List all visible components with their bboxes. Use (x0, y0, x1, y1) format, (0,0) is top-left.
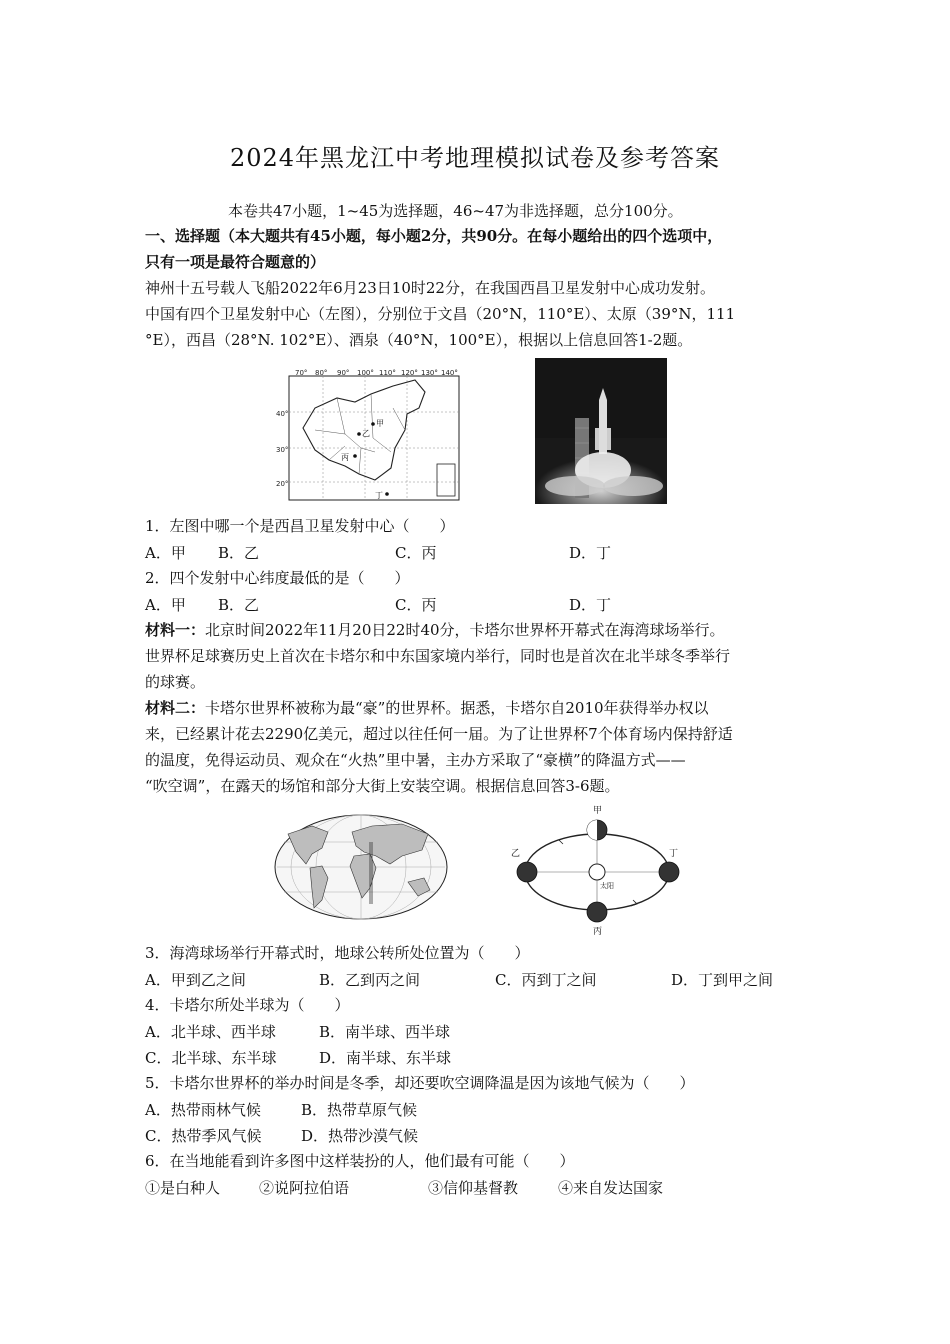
map-marker-ding: 丁 (375, 491, 383, 500)
q4-option-b[interactable]: B．南半球、西半球 (319, 1023, 451, 1041)
q2-stem: 2．四个发射中心纬度最低的是（ ） (145, 569, 410, 587)
q4-option-a[interactable]: A．北半球、西半球 (145, 1023, 276, 1041)
orbit-label-bing: 丙 (593, 927, 603, 937)
material2-line2: 来，已经累计花去2290亿美元，超过以往任何一届。为了让世界杯7个体育场内保持舒适 (145, 725, 733, 743)
q5-stem: 5．卡塔尔世界杯的举办时间是冬季，却还要吹空调降温是因为该地气候为（ ） (145, 1074, 695, 1092)
q2-option-b[interactable]: B．乙 (218, 596, 260, 614)
q3-option-a[interactable]: A．甲到乙之间 (145, 971, 246, 989)
map-lon-label: 90° (337, 369, 350, 377)
q2-option-c[interactable]: C．丙 (395, 596, 437, 614)
material2-line3: 的温度，免得运动员、观众在“火热”里中暑，主办方采取了“豪横”的降温方式—— (145, 751, 686, 769)
map-lon-label: 110° (379, 369, 396, 377)
q1-option-a[interactable]: A．甲 (145, 544, 186, 562)
q3-option-c[interactable]: C．丙到丁之间 (495, 971, 597, 989)
q5-option-a[interactable]: A．热带雨林气候 (145, 1101, 261, 1119)
page-title: 2024年黑龙江中考地理模拟试卷及参考答案 (229, 144, 721, 172)
world-map (272, 812, 450, 922)
q1-option-b[interactable]: B．乙 (218, 544, 260, 562)
material1-text1: 北京时间2022年11月20日22时40分，卡塔尔世界杯开幕式在海湾球场举行。 (205, 621, 725, 639)
q6-option-3[interactable]: ③信仰基督教 (428, 1179, 519, 1197)
map-lat-label: 30° (276, 446, 289, 454)
map-lon-label: 140° (441, 369, 458, 377)
q4-option-d[interactable]: D．南半球、东半球 (319, 1049, 452, 1067)
orbit-label-jia: 甲 (593, 806, 603, 816)
material1-line1 (145, 617, 815, 643)
material1-line3: 的球赛。 (145, 673, 206, 691)
map-lon-label: 70° (295, 369, 308, 377)
q1-stem: 1．左图中哪一个是西昌卫星发射中心（ ） (145, 517, 455, 535)
q5-option-b[interactable]: B．热带草原气候 (301, 1101, 418, 1119)
section-heading-line2: 只有一项是最符合题意的） (145, 253, 326, 271)
q6-option-4[interactable]: ④来自发达国家 (558, 1179, 664, 1197)
orbit-label-ding: 丁 (669, 849, 679, 859)
q4-stem: 4．卡塔尔所处半球为（ ） (145, 996, 350, 1014)
q5-option-d[interactable]: D．热带沙漠气候 (301, 1127, 419, 1145)
map-lat-label: 40° (276, 410, 289, 418)
orbit-label-yi: 乙 (511, 849, 521, 859)
q6-option-1[interactable]: ①是白种人 (145, 1179, 221, 1197)
map-lon-label: 100° (357, 369, 374, 377)
q6-option-2[interactable]: ②说阿拉伯语 (259, 1179, 350, 1197)
map-lon-label: 120° (401, 369, 418, 377)
map-lon-label: 130° (421, 369, 438, 377)
q3-option-d[interactable]: D．丁到甲之间 (671, 971, 774, 989)
earth-orbit-diagram (505, 800, 685, 938)
material1-label: 材料一： (145, 621, 206, 639)
china-launch-center-map (275, 368, 465, 506)
map-marker-yi: 乙 (362, 429, 370, 438)
material2-line4: “吹空调”，在露天的场馆和部分大街上安装空调。根据信息回答3-6题。 (145, 777, 620, 795)
map-lon-label: 80° (315, 369, 328, 377)
sun-label: 太阳 (600, 882, 614, 890)
passage1-line3: °E），西昌（28°N. 102°E）、酒泉（40°N，100°E），根据以上信息回答1-2题。 (145, 331, 693, 349)
material2-text1: 卡塔尔世界杯被称为最“豪”的世界杯。据悉，卡塔尔自2010年获得举办权以 (205, 699, 709, 717)
q5-option-c[interactable]: C．热带季风气候 (145, 1127, 262, 1145)
q3-stem: 3．海湾球场举行开幕式时，地球公转所处位置为（ ） (145, 944, 530, 962)
passage1-line1: 神州十五号载人飞船2022年6月23日10时22分，在我国西昌卫星发射中心成功发射。 (145, 279, 715, 297)
q3-option-b[interactable]: B．乙到丙之间 (319, 971, 421, 989)
q2-option-d[interactable]: D．丁 (569, 596, 612, 614)
q1-option-d[interactable]: D．丁 (569, 544, 612, 562)
passage1-line2: 中国有四个卫星发射中心（左图），分别位于文昌（20°N，110°E）、太原（39°N，111 (145, 305, 736, 323)
section-heading-line1: 一、选择题（本大题共有45小题，每小题2分，共90分。在每小题给出的四个选项中， (145, 227, 723, 245)
material1-line2: 世界杯足球赛历史上首次在卡塔尔和中东国家境内举行，同时也是首次在北半球冬季举行 (145, 647, 731, 665)
map-marker-jia: 甲 (376, 419, 384, 428)
map-lat-label: 20° (276, 480, 289, 488)
map-marker-bing: 丙 (341, 453, 349, 462)
material2-line1 (145, 695, 815, 721)
intro-text: 本卷共47小题，1~45为选择题，46~47为非选择题，总分100分。 (228, 202, 683, 220)
material2-label: 材料二： (145, 699, 206, 717)
rocket-launch-photo (535, 358, 667, 504)
q1-option-c[interactable]: C．丙 (395, 544, 437, 562)
q6-stem: 6．在当地能看到许多图中这样装扮的人，他们最有可能（ ） (145, 1152, 575, 1170)
q4-option-c[interactable]: C．北半球、东半球 (145, 1049, 277, 1067)
q2-option-a[interactable]: A．甲 (145, 596, 186, 614)
